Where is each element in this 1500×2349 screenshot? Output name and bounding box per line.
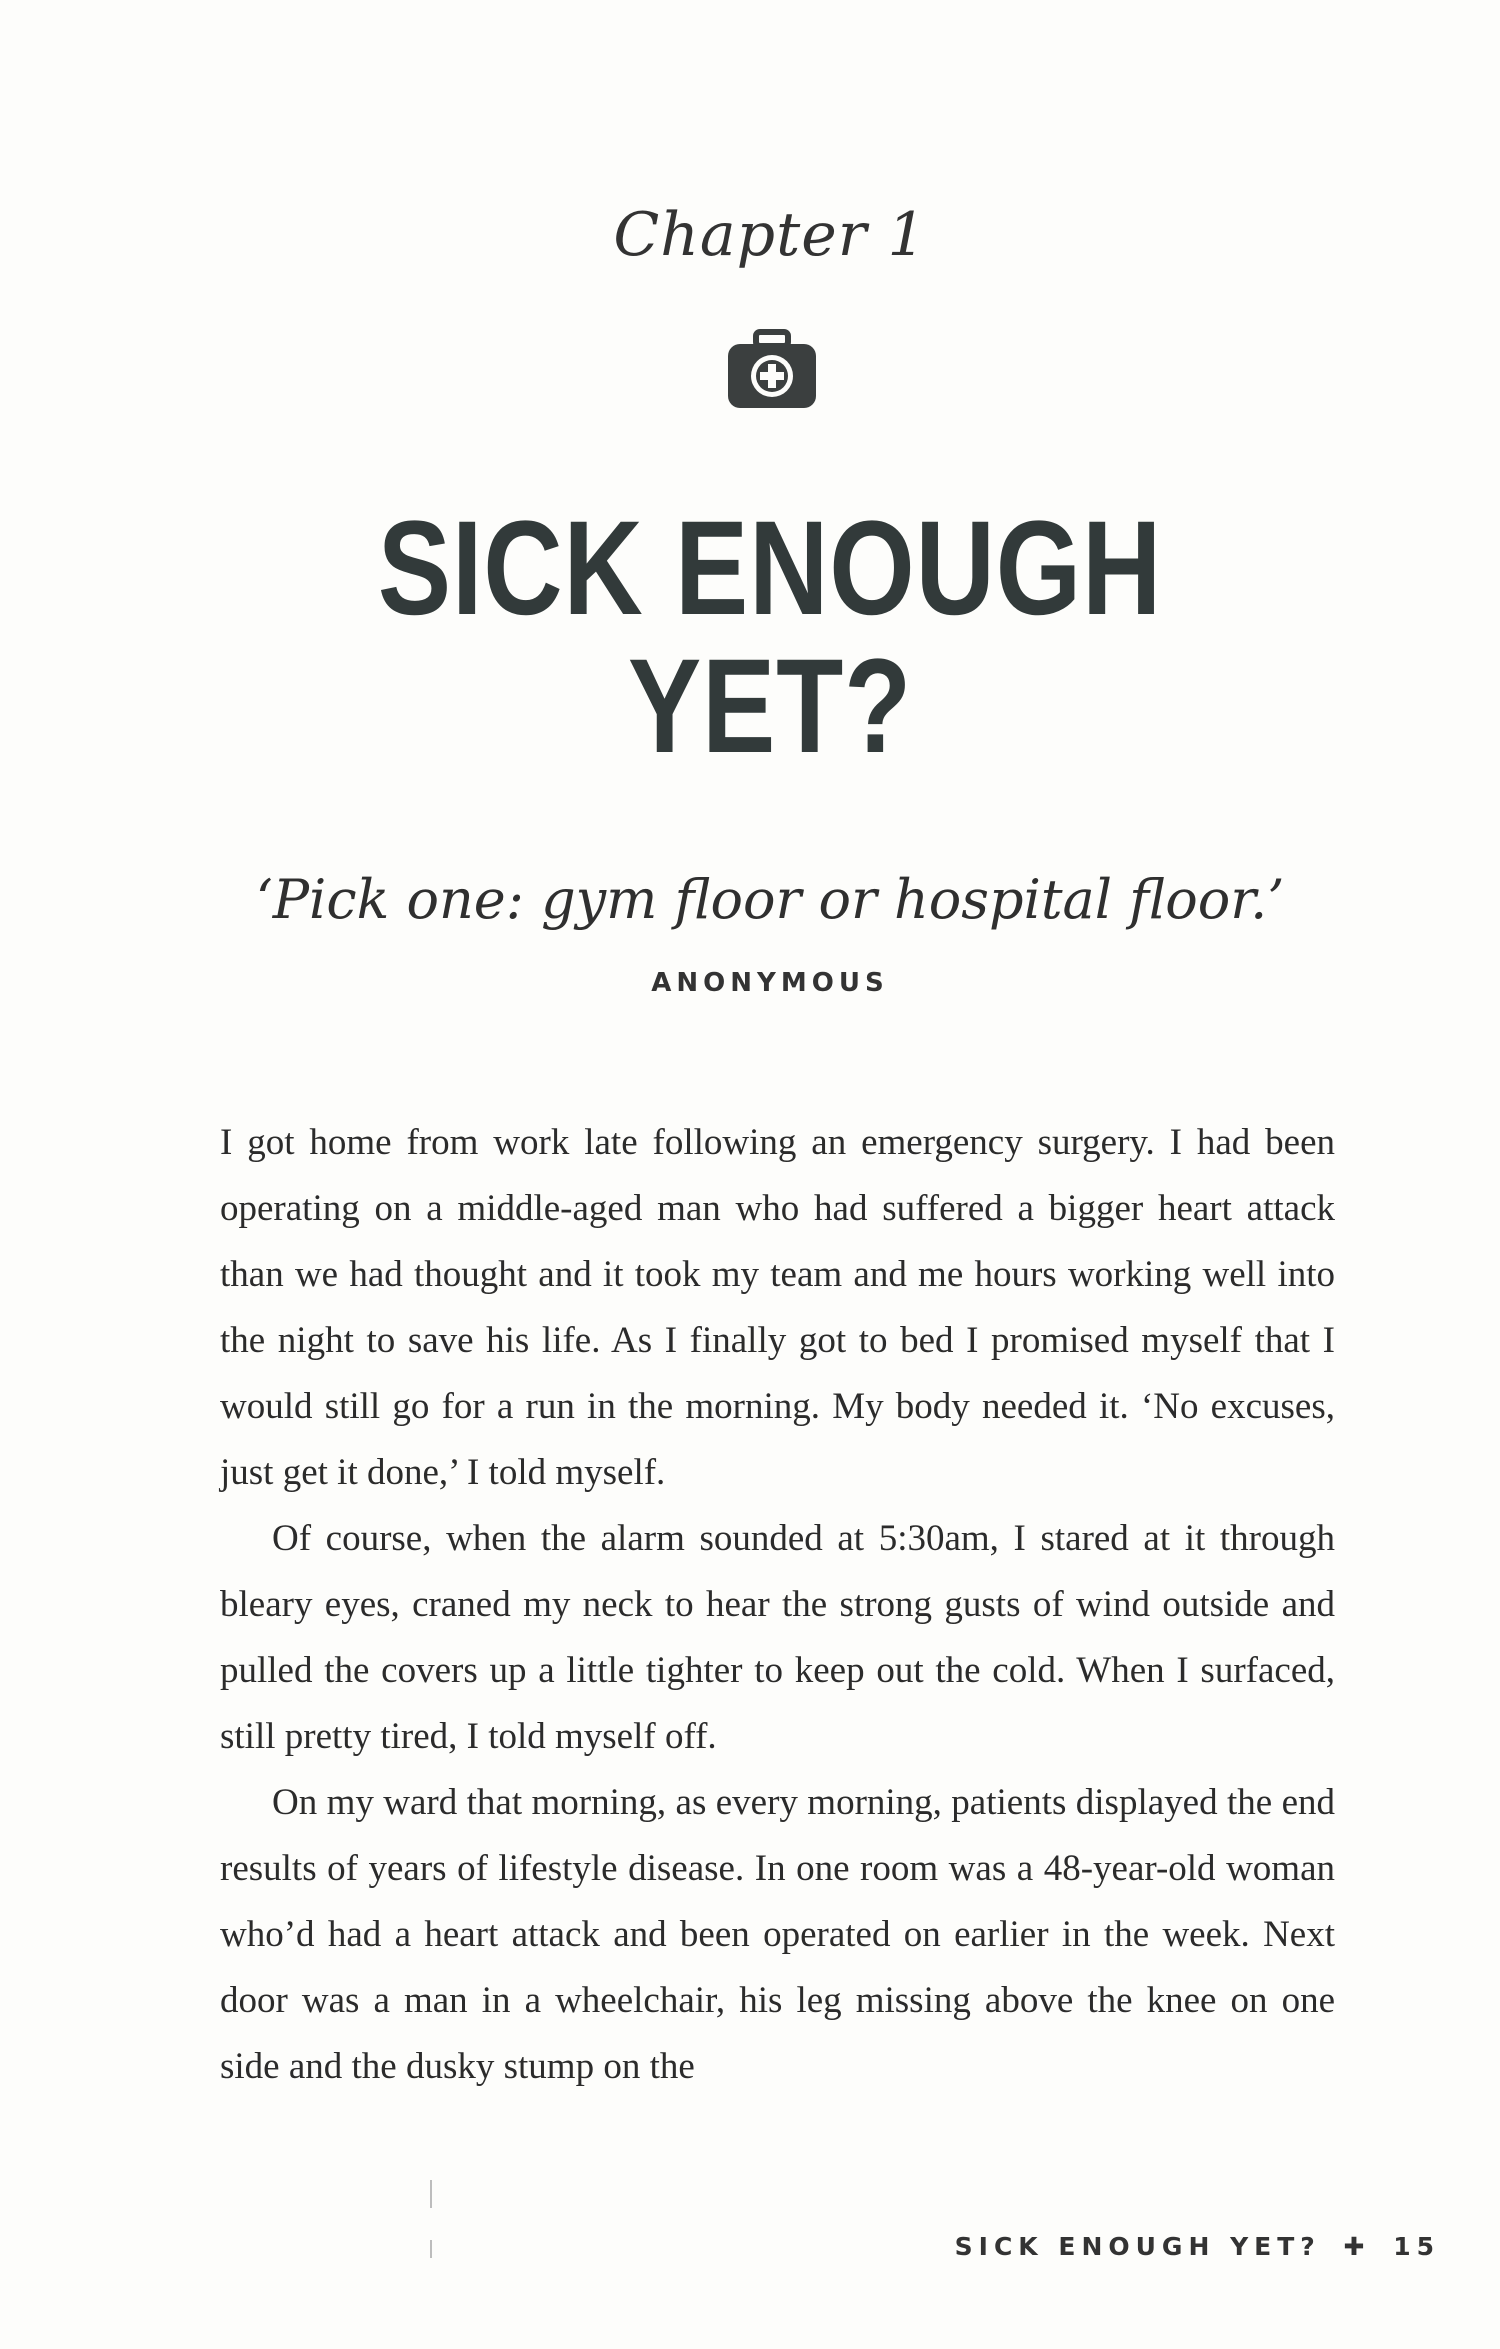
separator-icon: ✚ <box>1343 2232 1365 2261</box>
scan-artifact-mark <box>430 2240 432 2258</box>
page-number: 15 <box>1393 2232 1440 2261</box>
chapter-label: Chapter 1 <box>613 200 927 270</box>
epigraph-attribution: ANONYMOUS <box>651 968 889 998</box>
chapter-title <box>139 494 1402 781</box>
paragraph: On my ward that morning, as every morning, patients displayed the end results of years of lifestyle disease. In one room was a 48-year-old woman who’d had a heart attack and been operated on earlier in the week. Next door was a man in a wheelchair, his leg missing above the knee on one side and the dusky stump on the <box>220 1782 1335 2087</box>
epigraph-quote: ‘Pick one: gym floor or hospital floor.’ <box>255 868 1285 931</box>
body-text <box>220 1110 1335 2100</box>
paragraph: Of course, when the alarm sounded at 5:30am, I stared at it through bleary eyes, craned my neck to hear the strong gusts of wind outside and pulled the covers up a little tighter to keep out the cold. When I surfaced, still pretty tired, I told myself off. <box>220 1518 1335 1757</box>
running-head: SICK ENOUGH YET? <box>954 2232 1321 2261</box>
paragraph: I got home from work late following an emergency surgery. I had been operating on a middle-aged man who had suffered a bigger heart attack than we had thought and it took my team and me hours working well into the night to save his life. As I finally got to bed I promised myself that I would still go for a run in the morning. My body needed it. ‘No excuses, just get it done,’ I told myself. <box>220 1122 1335 1493</box>
first-aid-kit-icon <box>726 328 818 410</box>
scan-artifact-mark <box>430 2180 432 2208</box>
running-footer <box>955 2232 1440 2261</box>
chapter-title-line-1: SICK ENOUGH <box>377 494 1163 643</box>
chapter-title-line-2: YET? <box>627 632 913 781</box>
